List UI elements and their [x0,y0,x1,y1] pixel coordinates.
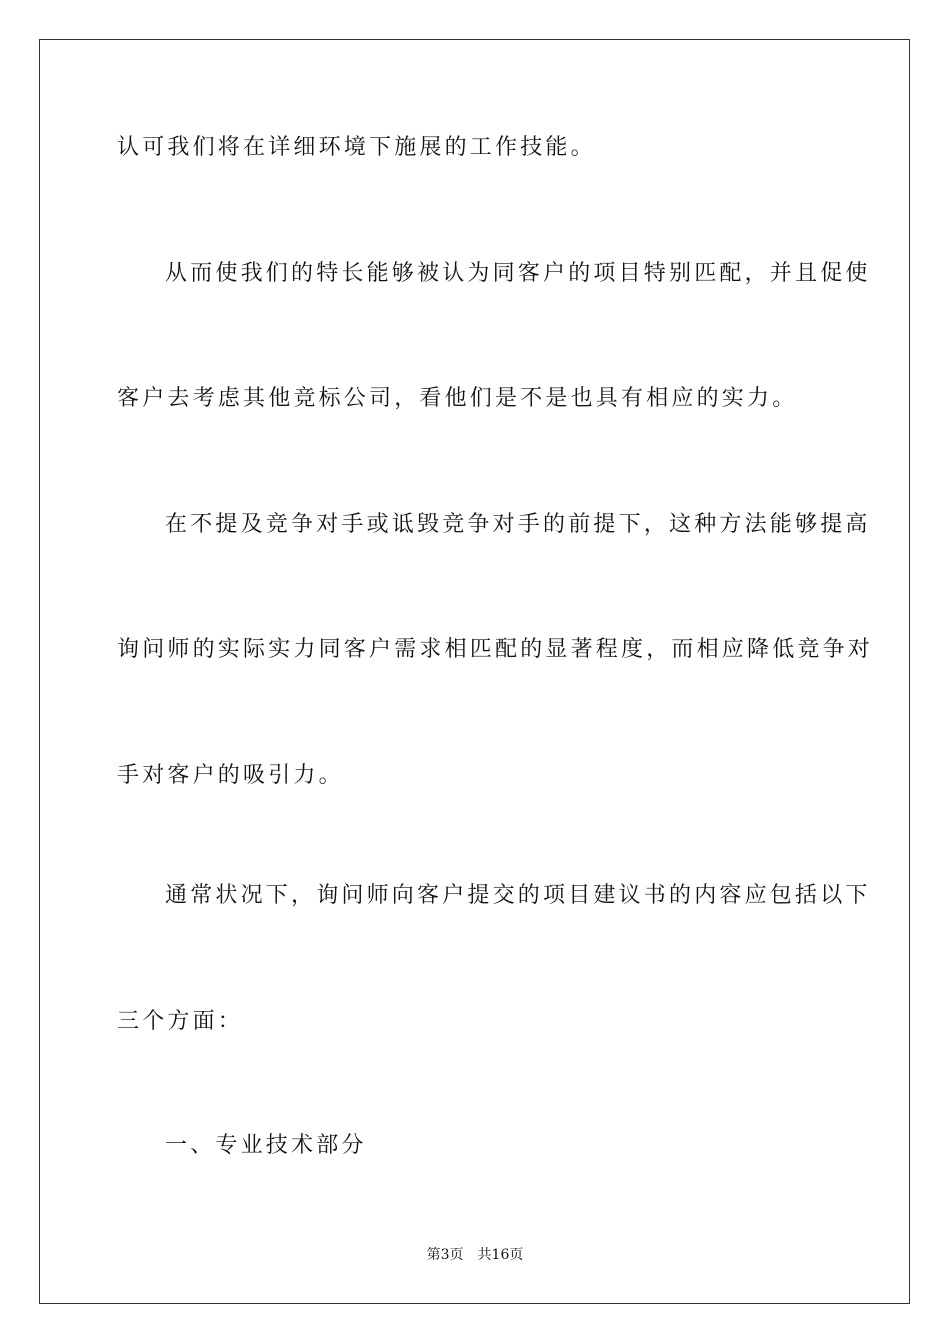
section-heading: 一、专业技术部分 [165,1133,367,1158]
paragraph-line-7: 通常状况下，询问师向客户提交的项目建议书的内容应包括以下 [165,883,871,908]
paragraph-line-2: 从而使我们的特长能够被认为同客户的项目特别匹配，并且促使 [165,261,871,286]
paragraph-line-6: 手对客户的吸引力。 [117,763,344,788]
page-number: 第3页 [426,1247,464,1263]
paragraph-line-8: 三个方面： [117,1009,244,1034]
paragraph-line-4: 在不提及竞争对手或诋毁竞争对手的前提下，这种方法能够提高 [165,512,871,537]
total-pages: 共16页 [477,1247,524,1263]
page-border [39,39,910,1304]
page-footer [0,1244,950,1264]
paragraph-line-1: 认可我们将在详细环境下施展的工作技能。 [117,135,596,160]
paragraph-line-3: 客户去考虑其他竞标公司，看他们是不是也具有相应的实力。 [117,386,798,411]
paragraph-line-5: 询问师的实际实力同客户需求相匹配的显著程度，而相应降低竞争对 [117,637,874,662]
